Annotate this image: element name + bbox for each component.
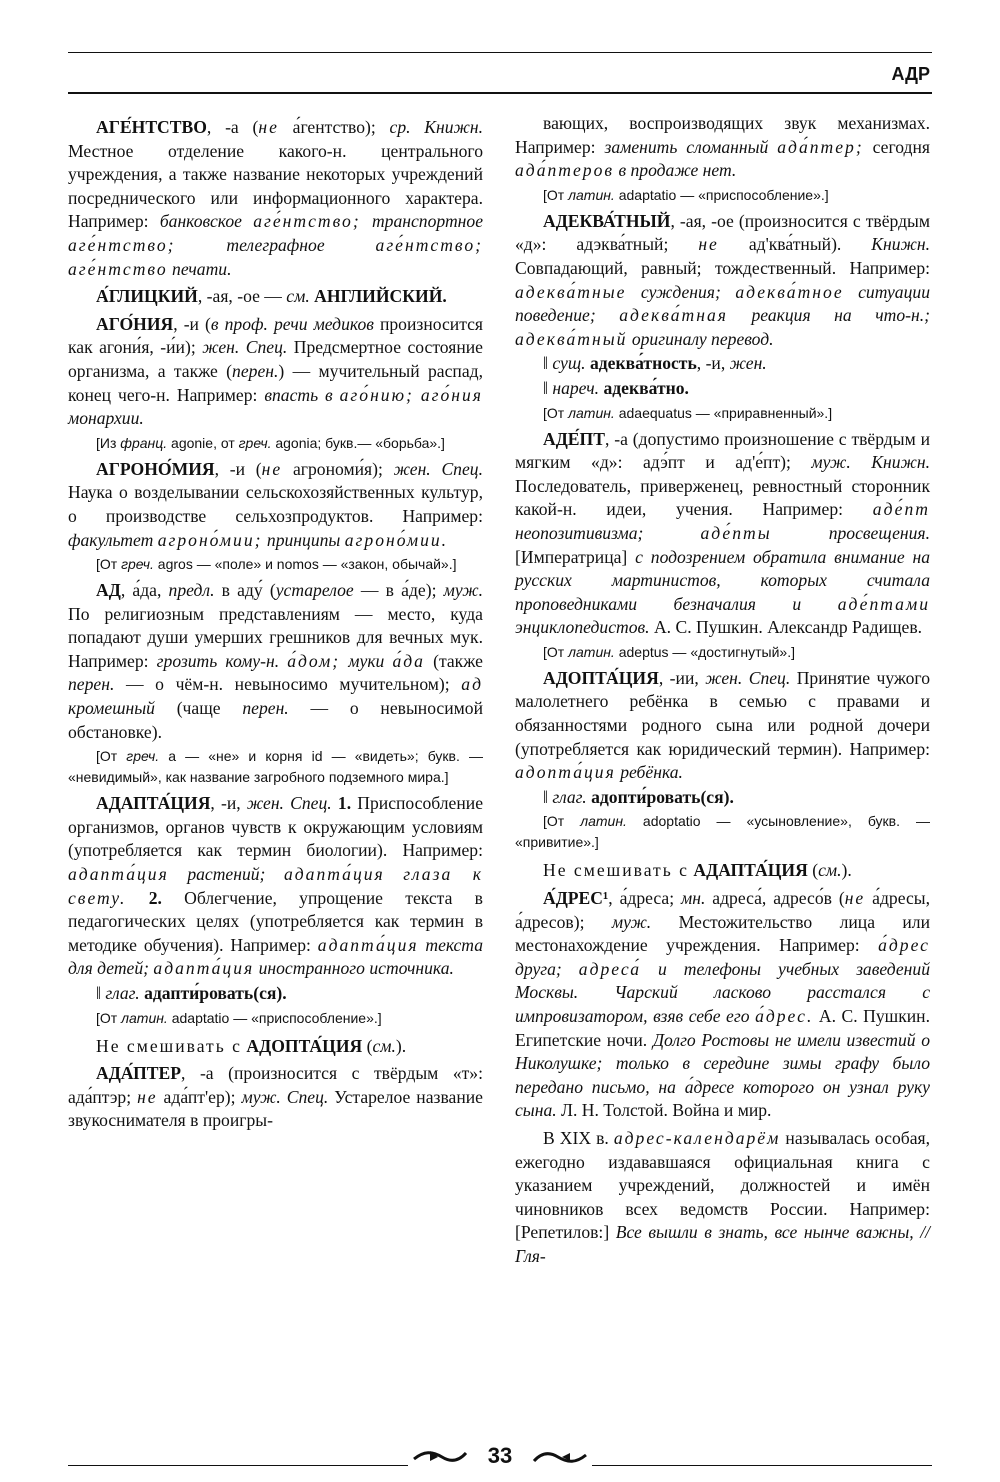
text-run: (чаще	[154, 698, 243, 719]
text-run: , а́да,	[120, 580, 169, 601]
text-run: Книжн.	[871, 234, 930, 255]
text-run: ада́птер;	[777, 136, 864, 157]
text-run: АД	[96, 580, 121, 601]
top-thin-rule	[68, 52, 932, 53]
text-run: а́дрес.	[755, 1006, 814, 1026]
footer-rule-left	[68, 1465, 408, 1466]
text-run: латин.	[580, 813, 627, 830]
text-run	[676, 1077, 685, 1097]
text-run: Устарелое название звукоснимателя в проигры-	[68, 1086, 483, 1131]
text-run: греч.	[126, 748, 160, 765]
text-run: см.	[372, 1035, 396, 1056]
text-run: , -и (	[214, 458, 262, 479]
text-run: адреса́, адресо́в (	[705, 888, 845, 909]
text-run: монархии.	[68, 408, 144, 429]
text-run: глаг.	[105, 983, 140, 1003]
text-run: адрес-календарём	[613, 1127, 781, 1148]
dictionary-paragraph-entry	[515, 667, 930, 785]
text-run: А́ГЛИЦКИЙ	[96, 286, 198, 307]
left-column	[68, 112, 483, 1133]
text-run: называлась особая, ежегодно издававшаяся официальная книга с указанием учреждений, должностей и имён чиновников всех ведомств России. Например: [Репетилов:]	[515, 1127, 930, 1243]
text-run: adaptatio — «приспособление».]	[167, 1009, 382, 1026]
text-run: 1.	[337, 793, 352, 814]
text-run: [Императрица]	[515, 546, 636, 567]
text-run: адеква́тный	[515, 328, 628, 349]
text-run: кромешный	[68, 698, 155, 719]
dictionary-paragraph-entry	[68, 1062, 483, 1133]
text-run: ситуации поведение;	[515, 281, 930, 326]
text-run: муж. Спец.	[241, 1086, 329, 1107]
text-run: адапти́ровать(ся).	[144, 983, 287, 1003]
text-run: Предсмертное состояние организма, а также (	[68, 337, 483, 381]
text-run: друга;	[515, 958, 562, 979]
text-run: adeptus — «достигнутый».]	[614, 643, 795, 660]
text-run: аге́нтство	[68, 258, 168, 279]
text-run: Приспособление организмов, органов чувств к окружающим условиям (употребляется как термин биологии). Например:	[68, 793, 484, 861]
text-run: не	[258, 117, 279, 137]
text-run: в продаже нет.	[618, 160, 737, 181]
text-run: и телефоны учебных заведений Москвы. Чарский ласково расстался с импровизатором, взяв себе его	[515, 958, 930, 1026]
dictionary-paragraph-src	[515, 185, 930, 206]
text-run: — в а́де);	[353, 580, 444, 601]
text-run: Принятие чужого малолетнего ребёнка в семью с правами и обязанностями родного сына или родной дочери (употребляется как юридический термин). Например:	[515, 667, 930, 759]
text-run: Местное отделение какого-н. центрального учреждения, а также название некоторых учреждений посреднического или информационного характера. Например:	[68, 140, 483, 232]
text-run	[728, 305, 752, 325]
text-run: АДОПТА́ЦИЯ	[543, 667, 659, 688]
text-run	[772, 523, 829, 543]
text-run	[801, 594, 838, 614]
text-run: латин.	[568, 186, 615, 203]
guide-word: АДР	[891, 64, 930, 84]
text-run: нареч.	[552, 377, 600, 398]
text-run: В XIX в.	[543, 1127, 614, 1148]
dictionary-paragraph-entry	[515, 1127, 930, 1269]
text-run: [От	[543, 643, 569, 660]
text-run: а́дом;	[287, 650, 341, 671]
text-run: суждения;	[640, 281, 721, 302]
text-run: латин.	[568, 643, 615, 660]
text-run: латин.	[568, 404, 615, 421]
text-run: Местожительство лица или местонахождение учреждения. Например:	[515, 911, 930, 956]
text-run: АДЕ́ПТ	[543, 428, 605, 449]
text-run: ‖	[96, 983, 106, 1003]
ornament-right-icon	[532, 1447, 588, 1467]
footer-rule-right	[592, 1465, 932, 1466]
right-column	[515, 112, 930, 1269]
text-run: банковское	[159, 211, 242, 232]
text-run: неопозитивизма;	[515, 522, 644, 543]
text-run: не	[844, 888, 866, 909]
text-run	[721, 282, 735, 302]
text-run	[361, 211, 372, 231]
text-run	[844, 282, 858, 302]
text-run: adaequatus — «приравненный».]	[614, 404, 833, 421]
text-run: ).	[841, 860, 852, 881]
text-run: adaptatio — «приспособление».]	[614, 186, 829, 203]
text-run: , -ии,	[658, 667, 706, 688]
text-run: [От	[96, 556, 122, 573]
text-run: — о невыносимой обстановке).	[68, 698, 483, 742]
text-run: , -ая, -ое (произносится с твёрдым «д»: адэква́тный;	[515, 210, 930, 255]
text-run	[333, 385, 340, 405]
text-run: [От	[543, 186, 569, 203]
text-run: , -а (	[206, 117, 259, 137]
text-run: адапта́ция	[317, 934, 419, 955]
text-run: глаг.	[552, 786, 587, 807]
dictionary-paragraph-src	[68, 554, 483, 575]
text-run: жен. Спец.	[202, 337, 288, 358]
text-run: адеква́тность	[589, 353, 697, 374]
text-run: , -и,	[210, 793, 247, 814]
text-run: аго́нию;	[339, 384, 414, 405]
dictionary-paragraph-entry	[68, 116, 483, 281]
text-run: перен.	[242, 698, 289, 719]
dictionary-paragraph-entry	[68, 458, 483, 552]
ornament-left-icon	[412, 1447, 468, 1467]
text-run: в аду́ (	[214, 580, 276, 601]
text-run: (	[362, 1035, 373, 1056]
text-run: ср. Книжн.	[389, 117, 483, 137]
text-run	[414, 385, 421, 405]
text-run: По религиозным представлениям — место, куда попадают души умерших грешников для вечных мук. Например:	[68, 603, 483, 671]
text-run: агрономи́я);	[282, 458, 394, 479]
text-run: ‖	[543, 377, 553, 398]
text-run: Облегчение, упрощение текста в педагогических целях (употребляется как термин в методике обучения). Например:	[68, 887, 483, 955]
text-run: 2.	[148, 887, 162, 908]
text-run: ада́пт'ер);	[157, 1086, 242, 1107]
text-run: adoptatio — «усыновление», букв. — «привитие».]	[515, 813, 930, 851]
text-run: жен. Спец.	[705, 667, 791, 688]
text-run: агроно́мии;	[157, 529, 263, 550]
text-run: А́ДРЕС¹	[543, 888, 609, 909]
text-run: реакция на что-н.;	[751, 305, 930, 326]
text-run: мн.	[681, 888, 706, 909]
text-run: а́гентство);	[278, 117, 390, 137]
dictionary-paragraph-sub	[515, 377, 930, 401]
text-run: , -ая, -ое —	[197, 286, 287, 307]
text-run: впасть в	[264, 384, 333, 405]
text-run: АНГЛИЙСКИЙ.	[314, 286, 447, 307]
dictionary-paragraph-src	[68, 746, 483, 788]
text-run: произносится как агони́я, -и́и);	[68, 313, 483, 358]
text-run: греч.	[238, 434, 272, 451]
dictionary-paragraph-entry	[68, 792, 483, 981]
text-run: А. С. Пушкин. Египетские ночи.	[515, 1006, 930, 1050]
text-run	[626, 282, 640, 302]
text-run: предл.	[168, 580, 215, 601]
page-number: 33	[487, 1443, 513, 1468]
text-run: ад'ква́тный).	[718, 234, 872, 255]
text-run: перен.	[68, 674, 115, 695]
text-run: перен.	[232, 360, 279, 381]
text-run: адапта́ция	[283, 864, 385, 885]
text-run: Все вышли в знать, все нынче важны, // Гля-	[515, 1222, 930, 1266]
text-run: АГО́НИЯ	[96, 313, 174, 334]
dictionary-paragraph-entry	[68, 313, 483, 431]
text-run: [От	[543, 404, 569, 421]
text-run: не	[137, 1086, 158, 1107]
text-run: телеграфное	[226, 234, 325, 255]
text-run: сегодня	[863, 136, 930, 157]
text-run: аге́нтство;	[375, 234, 483, 255]
text-run: [Из	[96, 434, 121, 451]
text-run: сущ.	[552, 353, 586, 374]
text-run: с подозрением обратила внимание на русских мартинистов, которых считала проповедниками безначалия и	[515, 546, 930, 614]
text-run: Совпадающий, равный; тождественный. Например:	[515, 257, 930, 278]
text-run: грозить кому-н.	[156, 650, 280, 671]
dictionary-paragraph-src	[515, 811, 930, 853]
text-run: Не смешивать с	[96, 1035, 242, 1056]
text-run: [От	[543, 813, 581, 830]
text-run: см.	[818, 860, 842, 881]
text-run: не	[261, 458, 283, 479]
text-run: адопти́ровать(ся).	[591, 786, 734, 807]
text-run: Долго Ростовы не имели известий о Николушке; только в середине зимы графу было передано письмо, на	[515, 1029, 930, 1097]
text-run: Последователь, приверженец, ревностный сторонник какой-н. идеи, учения. Например:	[515, 475, 930, 520]
text-run: адреса́	[578, 958, 642, 979]
dictionary-paragraph-entry	[515, 887, 930, 1123]
text-run: ) — мучительный распад, конец чего-н. Например:	[68, 360, 483, 405]
text-run: а́дресе	[684, 1076, 735, 1097]
text-run: греч.	[121, 556, 154, 573]
text-run: Л. Н. Толстой. Война и мир.	[556, 1100, 772, 1121]
text-run: (также	[424, 650, 483, 671]
text-run: АДА́ПТЕР	[96, 1063, 181, 1084]
text-run: факультет	[68, 529, 154, 550]
top-rule	[68, 92, 932, 94]
text-run: франц.	[120, 434, 168, 451]
text-run: см.	[286, 286, 310, 307]
dictionary-paragraph-sub	[515, 352, 930, 376]
dictionary-paragraph-src	[68, 1008, 483, 1029]
text-run: , -и,	[696, 353, 730, 374]
text-run: ребёнка.	[620, 762, 683, 783]
text-run	[768, 137, 777, 157]
dictionary-paragraph-note	[68, 1035, 483, 1059]
text-run: которого он узнал руку сына.	[515, 1076, 930, 1121]
text-run: аге́нтство;	[253, 211, 361, 232]
dictionary-paragraph-src	[515, 403, 930, 424]
text-run: глаза к свету.	[68, 864, 483, 908]
text-run: аго́ния	[420, 384, 483, 405]
text-run: адапта́ция	[68, 864, 169, 885]
text-run: [От	[96, 1009, 122, 1026]
text-run: адеква́тные	[515, 281, 627, 302]
text-run: ада́птеров	[515, 160, 615, 181]
text-run: муж. Книжн.	[811, 452, 931, 473]
text-run: а́да	[392, 650, 425, 671]
text-run: оригиналу перевод.	[631, 328, 774, 349]
text-run: agonie, от	[167, 434, 239, 451]
text-run: транспортное	[371, 211, 484, 232]
text-run	[385, 864, 404, 884]
dictionary-paragraph-src	[68, 433, 483, 454]
text-run: аде́пты	[700, 522, 772, 543]
text-run: в проф. речи медиков	[210, 313, 374, 334]
text-run: — о чём-н. невыносимо мучительном);	[114, 674, 462, 695]
text-run	[126, 888, 148, 908]
text-run: АГРОНО́МИЯ	[96, 458, 215, 479]
text-run	[596, 305, 620, 325]
text-run: не	[698, 234, 719, 255]
dictionary-paragraph-note	[515, 859, 930, 883]
text-run: ад	[461, 674, 483, 695]
text-run: , а́дреса;	[608, 888, 682, 909]
text-run: , -а (произносится с твёрдым «т»: ада́птэр;	[68, 1063, 483, 1107]
text-run: АГЕ́НТСТВО	[96, 117, 207, 137]
text-run: аде́птами	[837, 593, 930, 614]
text-run: адапта́ция	[153, 958, 255, 979]
dictionary-paragraph-entry	[515, 428, 930, 640]
text-run	[169, 864, 188, 884]
text-run: ‖	[543, 786, 553, 807]
text-run: АДЕКВА́ТНЫЙ	[543, 210, 671, 231]
text-run: agonia; букв.— «борьба».]	[271, 434, 445, 451]
text-run: муж.	[443, 580, 484, 601]
text-run: АДАПТА́ЦИЯ	[96, 793, 211, 814]
text-run	[242, 211, 253, 231]
text-run: АДОПТА́ЦИЯ	[246, 1035, 363, 1056]
text-run: (	[807, 860, 819, 881]
text-run: а́дрес	[878, 935, 930, 956]
text-run	[265, 864, 284, 884]
dictionary-paragraph-src	[515, 642, 930, 663]
text-run: Не смешивать с	[543, 860, 689, 881]
text-run: адеква́тно.	[603, 377, 689, 398]
text-run: текста для детей;	[68, 934, 483, 979]
text-run: заменить сломанный	[604, 136, 769, 157]
text-run	[562, 959, 579, 979]
text-run: адеква́тная	[619, 305, 728, 326]
text-run: [От	[96, 748, 127, 765]
text-run: жен.	[729, 353, 767, 374]
text-run: А. С. Пушкин. Александр Радищев.	[649, 617, 923, 638]
text-run: жен. Спец.	[393, 458, 483, 479]
text-run: устарелое	[275, 580, 354, 601]
text-run: агроно́мии.	[344, 529, 449, 550]
text-run: латин.	[121, 1009, 168, 1026]
text-run: а — «не» и корня id — «видеть»; букв. — «невидимый», как название загробного подземного мира.]	[68, 748, 483, 786]
text-run: аге́нтство;	[68, 234, 176, 255]
text-run	[175, 235, 226, 255]
text-run: Наука о возделывании сельскохозяйственных культур, о производстве сельхозпродуктов. Например:	[68, 482, 483, 526]
text-run: принципы	[266, 529, 341, 550]
text-run: муки	[348, 650, 385, 671]
text-run	[641, 959, 658, 979]
text-run: энциклопедистов.	[515, 617, 650, 638]
text-run: иностранного источника.	[258, 958, 454, 979]
text-run: АДАПТА́ЦИЯ	[693, 860, 808, 881]
text-run: agros — «поле» и nomos — «закон, обычай».]	[153, 556, 457, 573]
text-run: печати.	[172, 258, 232, 279]
text-run: адопта́ция	[515, 762, 616, 783]
text-run: , -а (допустимо произношение с твёрдым и мягким «д»: адэ́пт и ад'е́пт);	[515, 428, 930, 473]
text-run: просвещения.	[828, 522, 930, 543]
text-run: адеква́тное	[735, 281, 844, 302]
dictionary-paragraph-sub	[515, 786, 930, 810]
dictionary-paragraph-entry	[68, 285, 483, 309]
text-run	[643, 523, 700, 543]
text-run: , -и (	[173, 313, 211, 334]
text-run	[734, 1077, 743, 1097]
text-run: а́дресы, а́дресов);	[515, 888, 930, 932]
text-run: жен. Спец.	[246, 793, 332, 814]
dictionary-paragraph-sub	[68, 982, 483, 1006]
dictionary-paragraph-entry	[515, 210, 930, 352]
text-run: муж.	[611, 911, 652, 932]
text-run: ‖	[543, 353, 553, 374]
text-run: вающих, воспроизводящих звук механизмах. Например:	[515, 113, 930, 157]
text-run: аде́пт	[872, 499, 930, 520]
dictionary-paragraph-cont	[515, 112, 930, 183]
text-run	[325, 235, 376, 255]
text-run: растений;	[187, 864, 266, 885]
text-run: ).	[395, 1035, 407, 1056]
dictionary-paragraph-entry	[68, 579, 483, 744]
